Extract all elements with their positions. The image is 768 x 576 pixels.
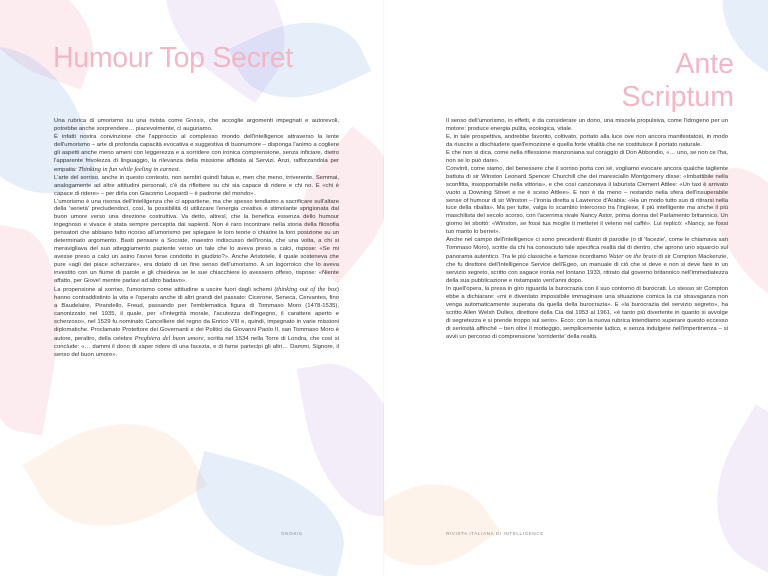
text-run: Una rubrica di umorismo su una rivista come bbox=[54, 118, 186, 124]
body-paragraph bbox=[54, 286, 339, 360]
text-run: Anche nel campo dell'intelligence ci sono precedenti illustri di parodie (o di 'facezie', come le chiamava san Tommaso Moro), scritte da chi ha conosciuto tale specifica realtà dal di dentro, che aprono uno squarcio sul panorama autentico. Tra le più classiche e famose ricordiamo bbox=[446, 237, 728, 261]
text-run: E che non si dica, come nella riflessione manzoniana sul coraggio di Don Abbondio, «… uno, se non ce l'ha, non se lo può dare». bbox=[446, 149, 728, 164]
text-run: È infatti nostra convinzione che l'approccio al complesso mondo dell'intelligence attraverso la lente dell'umorismo – arte di profonda capacità evocativa e suggestiva di buonumore – disponga l'animo a cogliere gli aspetti anche meno ameni con leggerezza e a sorridere con ironica comprensione, senza inficiare, dietro l'apparente frivolezza di linguaggio, la rilevanza della missione affidata ai Servizi. Anzi, rafforzandola per empatia: bbox=[54, 133, 339, 173]
text-run: Il senso dell'umorismo, in effetti, è da considerare un dono, una miscela propulsiva, come l'idrogeno per un motore: produce energia pulita, ecologica, vitale. bbox=[446, 118, 728, 132]
article-body bbox=[446, 118, 728, 342]
text-run: ) hanno contraddistinto la vita e l'operato anche di altri grandi del passato: Cicerone, Seneca, Cervantes, fino a Baudelaire, Pirandello, Freud, passando per l'emblematica figura di Tommaso Moro (1478-1535), canonizzato nel 1935, il quale, per «l'integrità morale, l'acutezza dell'ingegno, il carattere aperto e scherzoso», nel 1529 fu nominato Cancelliere del regno da Enrico VIII e, quindi, impegnato in varie missioni diplomatiche. Proclamato Protettore dei Governanti e dei Politici da Giovanni Paolo II, san Tommaso Moro è autore, peraltro, della celebre bbox=[54, 287, 339, 342]
section-title bbox=[554, 48, 734, 114]
text-run: Convinti, come siamo, del benessere che il sorriso porta con sé, vogliamo evocare ancora qualche tagliente battuta di sir Winston Leonard Spencer Churchill che del maresciallo Montgomery disse: «Imbattibile nella sconfitta, insopportabile nella vittoria», e che così canzonava il laburista Clement Attlee: «Un taxi è arrivato vuoto a Downing Street e ne è sceso Attlee». E non è da meno – restando nella sfera dell'insuperabile sense of humour di sir Winston – l'ironia diretta a Lawrence d'Arabia: «Ha un modo tutto suo di ritirarsi nella luce della ribalta». Ma per tutte, valga lo scambio intercorso tra l'inglese, il più intelligente ma anche il più maschilista del secolo scorso, con l'acerrima rivale Nancy Astor, prima donna del Parlamento britannico. Un giorno lei sbottò: «Winston, se fossi tua moglie ti metterei il veleno nel caffè». Lui replicò: «Nancy, se fossi tuo marito lo berrei». bbox=[446, 165, 728, 236]
text-run: . bbox=[178, 166, 181, 173]
decorative-leaf bbox=[384, 457, 500, 576]
body-paragraph bbox=[54, 199, 339, 286]
section-title-line: Scriptum bbox=[621, 81, 734, 113]
text-run: Preghiera del buon umore bbox=[134, 334, 204, 342]
text-run: In quell'opera, la presa in giro riguarda la burocrazia con il suo contorno di burocrati. Lo stesso sir Compton ebbe a dichiarare: «mi è diventato impossibile immaginare una situazione comica la cui stravaganza non venga automaticamente superata da quella della burocrazia». E «la burocrazia del servizio segreto», ha scritto Allen Welsh Dulles, direttore della Cia dal 1953 al 1961, «è tanto più divertente in quanto si avvolge di segretezza e si prende troppo sul serio». Ecco: con la nuova rubrica intendiamo superare questo eccesso di seriosità affinché – ben oltre il motteggio, semplicemente ludico, e senza indulgere nell'impertinenza – si avvii un percorso di comprensione 'sorridente' della realtà. bbox=[446, 286, 728, 340]
body-paragraph bbox=[446, 118, 728, 134]
page-folio: GNOSIS bbox=[281, 531, 303, 536]
body-paragraph bbox=[54, 175, 339, 199]
text-run: La propensione al sorriso, l'umorismo come attitudine a uscire fuori dagli schemi ( bbox=[54, 287, 277, 294]
body-paragraph bbox=[446, 237, 728, 286]
text-run: thinking out of the box bbox=[276, 286, 338, 294]
text-run: , che accoglie argomenti impegnati e autorevoli, potrebbe anche sorprendere… piacevolmente, ci auguriamo. bbox=[54, 118, 339, 132]
page-folio: RIVISTA ITALIANA DI INTELLIGENCE bbox=[446, 531, 544, 536]
text-run: L'umorismo è una risorsa dell'intelligenza che ci appartiene, ma che spesso tendiamo a sacrificare sull'altare della 'serietà' precludendoci, così, la possibilità di utilizzare l'energia creativa e stimolante sprigionata dal buon umore verso una direzione costruttiva. Va detto, altresì, che la benefica essenza dello humour ingegnoso e vivace è stata sempre percepita dai sapienti. Non è raro incontrare nella storia della filosofia pensatori che abbiano fatto ricorso all'umorismo per spiegare le loro teorie o chiarire la loro posizione su un determinato argomento. Basti pensare a Socrate, maestro indiscusso dell'ironia, che una volta, a chi si meravigliava del suo atteggiamento paziente verso un tale che lo aveva preso a calci, rispose: «Se mi avesse preso a calci un asino l'avrei forse condotto in giudizio?». Anche Aristotele, il quale sosteneva che pure «agli dei piace scherzare», era dotato di un fine senso dell'umorismo. A un logorroico che lo aveva investito con un fiume di parole e gli chiedeva se le sue chiacchiere lo avessero offeso, rispose: «Niente affatto, per Giove! mentre parlavi ad altro badavo». bbox=[54, 198, 339, 285]
body-paragraph bbox=[446, 134, 728, 150]
decorative-leaf bbox=[686, 404, 768, 575]
body-paragraph bbox=[54, 118, 339, 134]
text-run: Water on the brain bbox=[608, 253, 657, 261]
text-run: Gnosis bbox=[185, 118, 204, 124]
body-paragraph bbox=[54, 134, 339, 175]
right-page bbox=[384, 0, 768, 576]
body-paragraph bbox=[446, 166, 728, 238]
text-run: L'arte del sorriso, anche in questo contesto, non sembri quindi fatua e, men che meno, irriverente. Semmai, analogamente ad altre attitudini personali, c'è da riflettere su chi sia capace di ridere e chi no. E «chi è capace di ridere» – per dirla con Giacomo Leopardi – è padrone del mondo». bbox=[54, 174, 339, 197]
text-run: , scritta nel 1534 nella Torre di Londra, che così si conclude: «… dammi il dono di saper ridere di una facezia, e di farne partecipi gli altri… Dammi, Signore, il senso del buon umore». bbox=[54, 335, 339, 358]
section-title-line: Ante bbox=[675, 48, 734, 80]
body-paragraph bbox=[446, 150, 728, 166]
text-run: Thinking in fun while feeling in earnest bbox=[78, 165, 179, 173]
article-body bbox=[54, 118, 339, 360]
body-paragraph bbox=[446, 286, 728, 342]
text-run: E, in tale prospettiva, andrebbe favorito, coltivato, portato alla luce ove non ancora manifestatosi, in modo da riuscire a dischiudere quell'emozione e quella forte vitalità che ne costituisce il portato naturale. bbox=[446, 133, 728, 148]
text-run: di sir Compton Mackenzie, che fu direttore dell'Intelligence Service dell'Egeo, un manuale di ciò che si deve e non si deve fare in un servizio segreto, scritto con sagace ironia nel lontano 1933, ritirato dal governo britannico nell'immediatezza della sua pubblicazione e ristampato vent'anni dopo. bbox=[446, 254, 728, 285]
article-title: Humour Top Secret bbox=[53, 42, 293, 74]
decorative-leaf bbox=[23, 390, 208, 560]
